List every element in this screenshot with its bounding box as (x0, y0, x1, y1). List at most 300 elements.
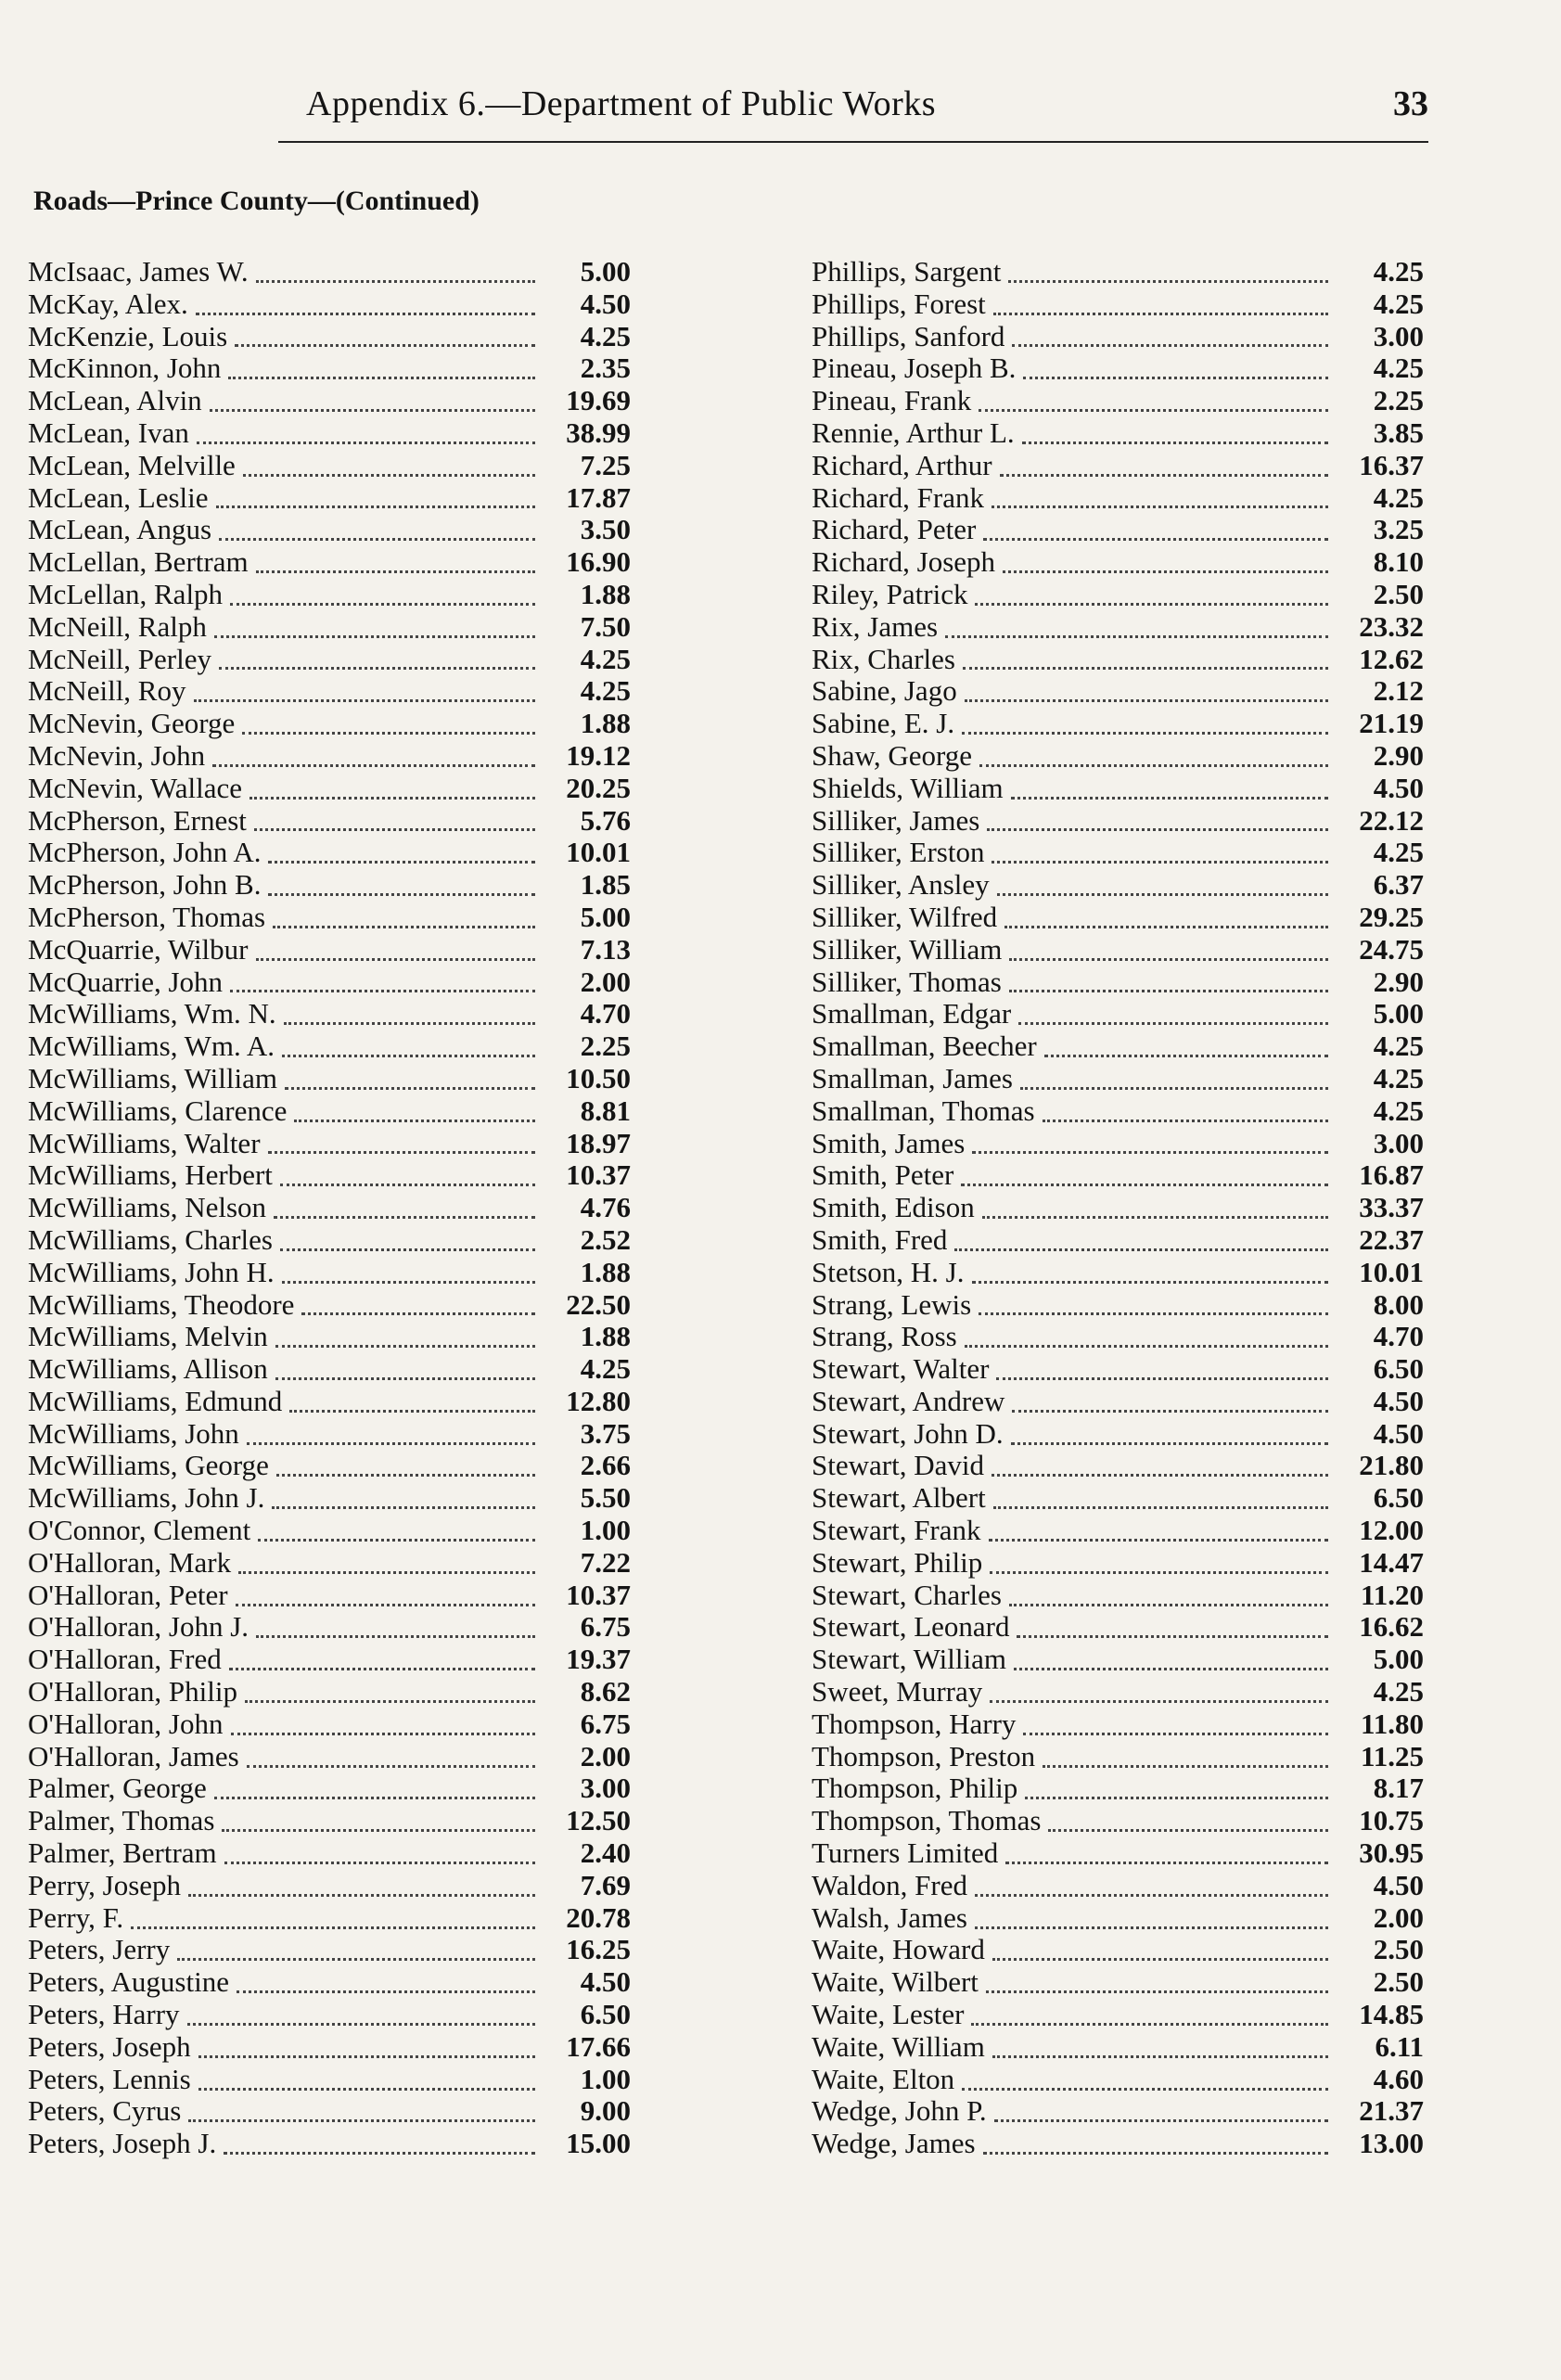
dot-leader (198, 2048, 535, 2058)
payee-name: O'Halloran, Peter (28, 1578, 228, 1611)
dot-leader (1004, 918, 1328, 928)
payee-name: Waite, Lester (812, 1998, 965, 2031)
payee-name: Richard, Peter (812, 513, 977, 546)
list-item (28, 869, 631, 902)
dot-leader (224, 2144, 535, 2155)
payee-name: Waite, Elton (812, 2062, 955, 2095)
list-item (28, 321, 631, 353)
dot-leader (224, 1854, 535, 1864)
payment-amount: 12.80 (566, 1384, 631, 1417)
dot-leader (242, 724, 535, 735)
payee-name: Turners Limited (812, 1836, 999, 1870)
payee-name: McQuarrie, John (28, 965, 224, 998)
payment-amount: 16.90 (566, 545, 631, 579)
payment-amount: 10.75 (1359, 1804, 1424, 1837)
list-item (812, 2095, 1424, 2128)
payment-amount: 1.88 (580, 1320, 631, 1353)
payment-amount: 4.25 (1373, 480, 1424, 514)
payment-amount: 7.13 (580, 932, 631, 966)
list-item (812, 1772, 1424, 1805)
payment-amount: 8.17 (1373, 1772, 1424, 1805)
list-item (812, 675, 1424, 708)
list-item (28, 1870, 631, 1902)
payee-name: Peters, Jerry (28, 1933, 171, 1966)
payee-name: Stetson, H. J. (812, 1255, 965, 1288)
payee-name: Smith, Peter (812, 1158, 954, 1192)
payment-amount: 15.00 (566, 2127, 631, 2160)
dot-leader (280, 1176, 535, 1186)
payment-amount: 4.50 (1373, 1868, 1424, 1901)
list-item (28, 450, 631, 482)
list-item (812, 934, 1424, 966)
list-item (812, 1030, 1424, 1063)
list-item (812, 708, 1424, 740)
list-item (28, 1095, 631, 1128)
payee-name: O'Halloran, Fred (28, 1643, 222, 1676)
dot-leader (1048, 1822, 1328, 1832)
payee-name: Phillips, Sanford (812, 319, 1005, 352)
dot-leader (214, 1789, 535, 1799)
payment-amount: 6.50 (1373, 1481, 1424, 1515)
payment-amount: 21.80 (1359, 1449, 1424, 1482)
payment-amount: 2.25 (580, 1030, 631, 1063)
payee-name: McWilliams, William (28, 1061, 278, 1094)
dot-leader (229, 1660, 535, 1670)
payee-name: Peters, Cyrus (28, 2094, 182, 2128)
page-title: Appendix 6.—Department of Public Works (306, 84, 937, 123)
list-item (28, 611, 631, 644)
list-item (812, 1224, 1424, 1257)
payee-name: Peters, Harry (28, 1998, 180, 2031)
list-item (28, 1482, 631, 1515)
dot-leader (1009, 982, 1328, 992)
payment-amount: 11.25 (1360, 1739, 1424, 1772)
list-item (28, 1676, 631, 1708)
list-item (28, 1030, 631, 1063)
dot-leader (256, 273, 535, 283)
payment-amount: 2.40 (580, 1836, 631, 1870)
payee-name: McWilliams, George (28, 1449, 269, 1482)
dot-leader (945, 628, 1328, 638)
dot-leader (1018, 1015, 1328, 1025)
payment-amount: 24.75 (1359, 932, 1424, 966)
dot-leader (230, 982, 535, 992)
payment-amount: 7.69 (580, 1868, 631, 1901)
dot-leader (992, 2048, 1328, 2058)
payee-name: Palmer, Thomas (28, 1804, 215, 1837)
dot-leader (247, 1758, 535, 1768)
payee-name: Waite, William (812, 2029, 985, 2063)
payee-name: Palmer, Bertram (28, 1836, 217, 1870)
payment-amount: 38.99 (566, 416, 631, 449)
payment-amount: 13.00 (1359, 2127, 1424, 2160)
payee-name: McNeill, Perley (28, 642, 212, 675)
list-item (812, 1128, 1424, 1160)
list-item (28, 1450, 631, 1482)
payee-name: Silliker, Ansley (812, 868, 990, 902)
payment-amount: 7.25 (580, 448, 631, 481)
list-item (28, 352, 631, 385)
payee-name: Waite, Wilbert (812, 1965, 979, 1999)
payment-amount: 2.12 (1373, 674, 1424, 708)
payee-name: McNeill, Roy (28, 674, 186, 708)
dot-leader (194, 692, 536, 702)
list-item (28, 773, 631, 805)
payee-name: Riley, Patrick (812, 577, 968, 610)
list-item (812, 869, 1424, 902)
payment-amount: 3.00 (1373, 1126, 1424, 1159)
list-item (28, 1515, 631, 1547)
list-item (812, 1159, 1424, 1192)
payee-name: Waldon, Fred (812, 1868, 967, 1901)
list-item (28, 385, 631, 417)
dot-leader (994, 2112, 1328, 2122)
list-item (812, 450, 1424, 482)
list-item (28, 2031, 631, 2064)
list-item (28, 1902, 631, 1935)
payment-amount: 2.35 (580, 352, 631, 385)
dot-leader (238, 1564, 535, 1574)
list-item (812, 1644, 1424, 1676)
list-item (28, 1934, 631, 1966)
payment-amount: 4.25 (1373, 836, 1424, 869)
list-item (812, 417, 1424, 450)
dot-leader (274, 1209, 535, 1219)
payment-amount: 3.00 (580, 1772, 631, 1805)
dot-leader (989, 1531, 1328, 1542)
list-item (812, 773, 1424, 805)
payee-name: McNevin, John (28, 738, 206, 772)
payment-amount: 20.25 (566, 771, 631, 804)
payee-name: Thompson, Preston (812, 1739, 1036, 1772)
list-item (812, 1450, 1424, 1482)
dot-leader (268, 853, 535, 864)
list-item (812, 1095, 1424, 1128)
left-column (28, 256, 631, 2160)
payment-amount: 14.85 (1359, 1998, 1424, 2031)
payment-amount: 5.76 (580, 803, 631, 837)
dot-leader (990, 1693, 1328, 1703)
dot-leader (975, 1919, 1328, 1929)
dot-leader (1005, 1854, 1328, 1864)
payment-amount: 5.00 (580, 900, 631, 933)
list-item (812, 1805, 1424, 1837)
payee-name: O'Halloran, Philip (28, 1675, 238, 1708)
list-item (28, 1353, 631, 1386)
payment-amount: 8.00 (1373, 1287, 1424, 1321)
payment-amount: 16.25 (566, 1933, 631, 1966)
payee-name: McWilliams, Wm. N. (28, 997, 276, 1030)
list-item (28, 1772, 631, 1805)
dot-leader (268, 1144, 535, 1154)
dot-leader (961, 1176, 1328, 1186)
payment-amount: 2.90 (1373, 965, 1424, 998)
list-item (812, 546, 1424, 579)
dot-leader (231, 1725, 536, 1735)
payment-amount: 17.66 (566, 2029, 631, 2063)
payee-name: McWilliams, Allison (28, 1352, 268, 1386)
payee-name: Phillips, Forest (812, 287, 986, 320)
payment-amount: 2.66 (580, 1449, 631, 1482)
payment-amount: 12.00 (1359, 1514, 1424, 1547)
payee-name: Peters, Augustine (28, 1965, 229, 1999)
dot-leader (235, 337, 535, 347)
list-item (812, 611, 1424, 644)
list-item (28, 1224, 631, 1257)
dot-leader (965, 692, 1328, 702)
dot-leader (284, 1015, 535, 1025)
dot-leader (1008, 273, 1328, 283)
dot-leader (986, 1983, 1328, 1993)
payee-name: Stewart, Charles (812, 1578, 1002, 1611)
dot-leader (197, 434, 535, 444)
dot-leader (993, 1499, 1328, 1509)
payee-name: McLean, Leslie (28, 480, 209, 514)
payee-name: Smith, James (812, 1126, 966, 1159)
dot-leader (247, 1435, 535, 1445)
payee-name: Richard, Joseph (812, 545, 996, 579)
payee-name: Sabine, Jago (812, 674, 957, 708)
payee-name: McLellan, Bertram (28, 545, 249, 579)
payee-name: McLellan, Ralph (28, 577, 224, 610)
payment-amount: 6.50 (580, 1998, 631, 2031)
payment-amount: 17.87 (566, 480, 631, 514)
list-item (28, 1999, 631, 2031)
dot-leader (1020, 1080, 1328, 1090)
list-item (28, 902, 631, 934)
payment-amount: 29.25 (1359, 900, 1424, 933)
list-item (812, 805, 1424, 838)
list-item (28, 1159, 631, 1192)
dot-leader (972, 1273, 1329, 1284)
payment-amount: 2.50 (1373, 1933, 1424, 1966)
payee-name: McLean, Alvin (28, 384, 202, 417)
list-item (28, 2128, 631, 2160)
list-item (812, 837, 1424, 869)
dot-leader (243, 467, 535, 477)
list-item (28, 966, 631, 999)
payment-amount: 21.37 (1359, 2094, 1424, 2128)
dot-leader (285, 1080, 535, 1090)
list-item (812, 288, 1424, 321)
list-item (812, 1966, 1424, 1999)
payee-name: McLean, Ivan (28, 416, 189, 449)
dot-leader (268, 886, 535, 896)
list-item (28, 675, 631, 708)
list-item (28, 837, 631, 869)
payee-name: McNevin, George (28, 707, 236, 740)
payee-name: Thompson, Thomas (812, 1804, 1042, 1837)
payee-name: Stewart, Philip (812, 1545, 983, 1579)
dot-leader (983, 531, 1328, 541)
dot-leader (219, 659, 535, 670)
list-item (812, 1837, 1424, 1870)
list-item (812, 902, 1424, 934)
payment-amount: 3.50 (580, 513, 631, 546)
payment-amount: 6.50 (1373, 1352, 1424, 1386)
dot-leader (256, 1628, 535, 1638)
payment-amount: 8.62 (580, 1675, 631, 1708)
payment-amount: 1.00 (580, 2062, 631, 2095)
payee-name: Stewart, Leonard (812, 1610, 1010, 1644)
list-item (28, 805, 631, 838)
dot-leader (1011, 789, 1328, 800)
payment-amount: 16.87 (1359, 1158, 1424, 1192)
payee-name: McWilliams, Walter (28, 1126, 261, 1159)
payee-name: Smallman, James (812, 1061, 1013, 1094)
list-item (812, 1999, 1424, 2031)
dot-leader (250, 789, 535, 800)
payee-name: Smallman, Edgar (812, 997, 1012, 1030)
payee-name: Stewart, Walter (812, 1352, 990, 1386)
payee-name: Silliker, Thomas (812, 965, 1002, 998)
payee-name: Sabine, E. J. (812, 707, 955, 740)
list-item (812, 1708, 1424, 1741)
payee-name: Pineau, Joseph B. (812, 352, 1017, 385)
payment-amount: 11.80 (1360, 1707, 1424, 1740)
payment-amount: 4.25 (580, 1352, 631, 1386)
dot-leader (245, 1693, 535, 1703)
payment-amount: 4.25 (1373, 1030, 1424, 1063)
dot-leader (1043, 1112, 1328, 1122)
list-item (28, 1289, 631, 1322)
dot-leader (131, 1919, 535, 1929)
list-item (28, 1418, 631, 1451)
payment-amount: 30.95 (1359, 1836, 1424, 1870)
payee-name: Peters, Joseph J. (28, 2127, 217, 2160)
payment-amount: 21.19 (1359, 707, 1424, 740)
payment-amount: 10.01 (566, 836, 631, 869)
payee-name: McNeill, Ralph (28, 609, 207, 643)
payee-name: Richard, Frank (812, 480, 984, 514)
list-item (28, 546, 631, 579)
payment-amount: 4.25 (1373, 255, 1424, 288)
list-item (812, 1934, 1424, 1966)
dot-leader (954, 1241, 1328, 1251)
payment-amount: 10.50 (566, 1061, 631, 1094)
dot-leader (256, 563, 535, 573)
list-item (28, 740, 631, 773)
section-title: Roads—Prince County—(Continued) (33, 186, 480, 216)
list-item (28, 256, 631, 288)
list-item (28, 1966, 631, 1999)
list-item (28, 1547, 631, 1580)
dot-leader (987, 821, 1328, 831)
dot-leader (301, 1305, 535, 1315)
payment-amount: 19.12 (566, 738, 631, 772)
payment-amount: 10.37 (566, 1158, 631, 1192)
payment-amount: 18.97 (566, 1126, 631, 1159)
payment-amount: 12.50 (566, 1804, 631, 1837)
list-item (812, 1063, 1424, 1095)
dot-leader (1043, 1758, 1328, 1768)
payment-amount: 14.47 (1359, 1545, 1424, 1579)
dot-leader (256, 951, 536, 961)
list-item (28, 1741, 631, 1773)
list-item (812, 482, 1424, 515)
list-item (28, 1805, 631, 1837)
dot-leader (1025, 1789, 1328, 1799)
payment-amount: 1.88 (580, 1255, 631, 1288)
dot-leader (275, 1370, 535, 1380)
dot-leader (272, 1499, 535, 1509)
payee-name: Strang, Lewis (812, 1287, 972, 1321)
dot-leader (1009, 1596, 1328, 1606)
list-item (812, 1321, 1424, 1353)
dot-leader (1023, 1725, 1328, 1735)
page-number: 33 (1393, 84, 1428, 123)
payee-name: Peters, Joseph (28, 2029, 191, 2063)
payment-amount: 22.12 (1359, 803, 1424, 837)
payment-amount: 20.78 (566, 1900, 631, 1934)
payee-name: O'Halloran, John J. (28, 1610, 250, 1644)
list-item (812, 1547, 1424, 1580)
list-item (28, 579, 631, 611)
dot-leader (975, 1887, 1328, 1897)
dot-leader (1014, 1660, 1328, 1670)
list-item (812, 321, 1424, 353)
payment-amount: 1.88 (580, 707, 631, 740)
dot-leader (965, 1337, 1328, 1348)
dot-leader (992, 1951, 1328, 1961)
payment-amount: 3.00 (1373, 319, 1424, 352)
payee-name: Phillips, Sargent (812, 255, 1002, 288)
list-item (812, 256, 1424, 288)
payee-name: O'Halloran, Mark (28, 1545, 232, 1579)
list-item (28, 644, 631, 676)
payee-name: Rix, Charles (812, 642, 955, 675)
list-item (812, 2064, 1424, 2096)
list-item (28, 1611, 631, 1644)
payee-name: Stewart, David (812, 1449, 984, 1482)
list-item (812, 998, 1424, 1030)
payment-amount: 7.22 (580, 1545, 631, 1579)
payment-amount: 10.37 (566, 1578, 631, 1611)
payment-amount: 5.00 (1373, 1643, 1424, 1676)
list-item (812, 1289, 1424, 1322)
list-item (812, 644, 1424, 676)
payee-name: McKenzie, Louis (28, 319, 228, 352)
payee-name: Wedge, John P. (812, 2094, 987, 2128)
payee-name: Wedge, James (812, 2127, 976, 2160)
payment-amount: 2.90 (1373, 738, 1424, 772)
dot-leader (230, 595, 535, 606)
payment-amount: 8.81 (580, 1094, 631, 1127)
payment-amount: 4.25 (580, 642, 631, 675)
dot-leader (990, 1564, 1328, 1574)
payment-amount: 3.85 (1373, 416, 1424, 449)
dot-leader (289, 1402, 535, 1413)
payment-amount: 23.32 (1359, 609, 1424, 643)
payee-name: Thompson, Harry (812, 1707, 1017, 1740)
payment-amount: 22.37 (1359, 1222, 1424, 1256)
list-item (28, 1192, 631, 1224)
list-item (812, 966, 1424, 999)
payment-amount: 4.25 (580, 319, 631, 352)
payee-name: Silliker, Wilfred (812, 900, 998, 933)
payee-name: Stewart, William (812, 1643, 1006, 1676)
dot-leader (1017, 1628, 1328, 1638)
payee-name: Stewart, Frank (812, 1514, 981, 1547)
payment-amount: 6.75 (580, 1610, 631, 1644)
payee-name: McPherson, Thomas (28, 900, 266, 933)
list-item (812, 1902, 1424, 1935)
payee-name: McKinnon, John (28, 352, 222, 385)
payment-amount: 3.75 (580, 1416, 631, 1450)
list-item (28, 1580, 631, 1612)
payment-amount: 4.50 (1373, 771, 1424, 804)
list-item (28, 2064, 631, 2096)
